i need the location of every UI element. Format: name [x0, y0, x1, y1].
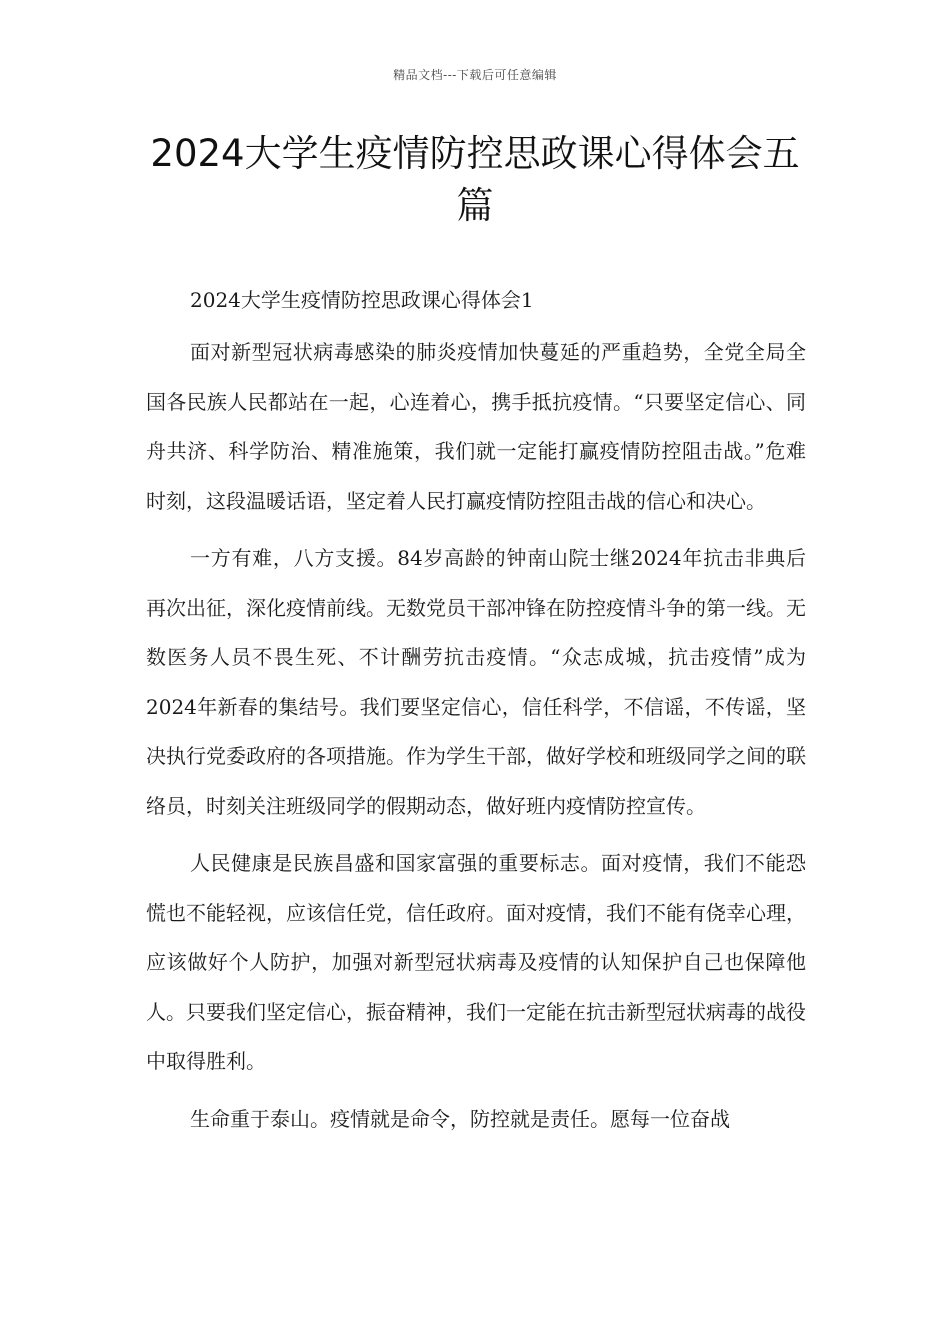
section-heading: 2024大学生疫情防控思政课心得体会1 — [190, 288, 534, 312]
document-title: 2024大学生疫情防控思政课心得体会五篇 — [150, 132, 800, 227]
paragraph-1: 面对新型冠状病毒感染的肺炎疫情加快蔓延的严重趋势，全党全局全国各民族人民都站在一起，心连着心，携手抵抗疫情。“只要坚定信心、同舟共济、科学防治、精准施策，我们就一定能打赢疫情防控阻击战。”危难时刻，这段温暖话语，坚定着人民打赢疫情防控阻击战的信心和决心。 — [146, 340, 806, 513]
document-body — [146, 280, 806, 1152]
paragraph-4: 生命重于泰山。疫情就是命令，防控就是责任。愿每一位奋战 — [190, 1106, 730, 1131]
header-note: 精品文档---下载后可任意编辑 — [393, 68, 557, 82]
paragraph-2: 一方有难，八方支援。84岁高龄的钟南山院士继2024年抗击非典后再次出征，深化疫情前线。无数党员干部冲锋在防控疫情斗争的第一线。无数医务人员不畏生死、不计酬劳抗击疫情。“众志成城，抗击疫情”成为2024年新春的集结号。我们要坚定信心，信任科学，不信谣，不传谣，坚决执行党委政府的各项措施。作为学生干部，做好学校和班级同学之间的联络员，时刻关注班级同学的假期动态，做好班内疫情防控宣传。 — [146, 546, 806, 818]
paragraph-3: 人民健康是民族昌盛和国家富强的重要标志。面对疫情，我们不能恐慌也不能轻视，应该信任党，信任政府。面对疫情，我们不能有侥幸心理，应该做好个人防护，加强对新型冠状病毒及疫情的认知保护自己也保障他人。只要我们坚定信心，振奋精神，我们一定能在抗击新型冠状病毒的战役中取得胜利。 — [146, 851, 806, 1073]
